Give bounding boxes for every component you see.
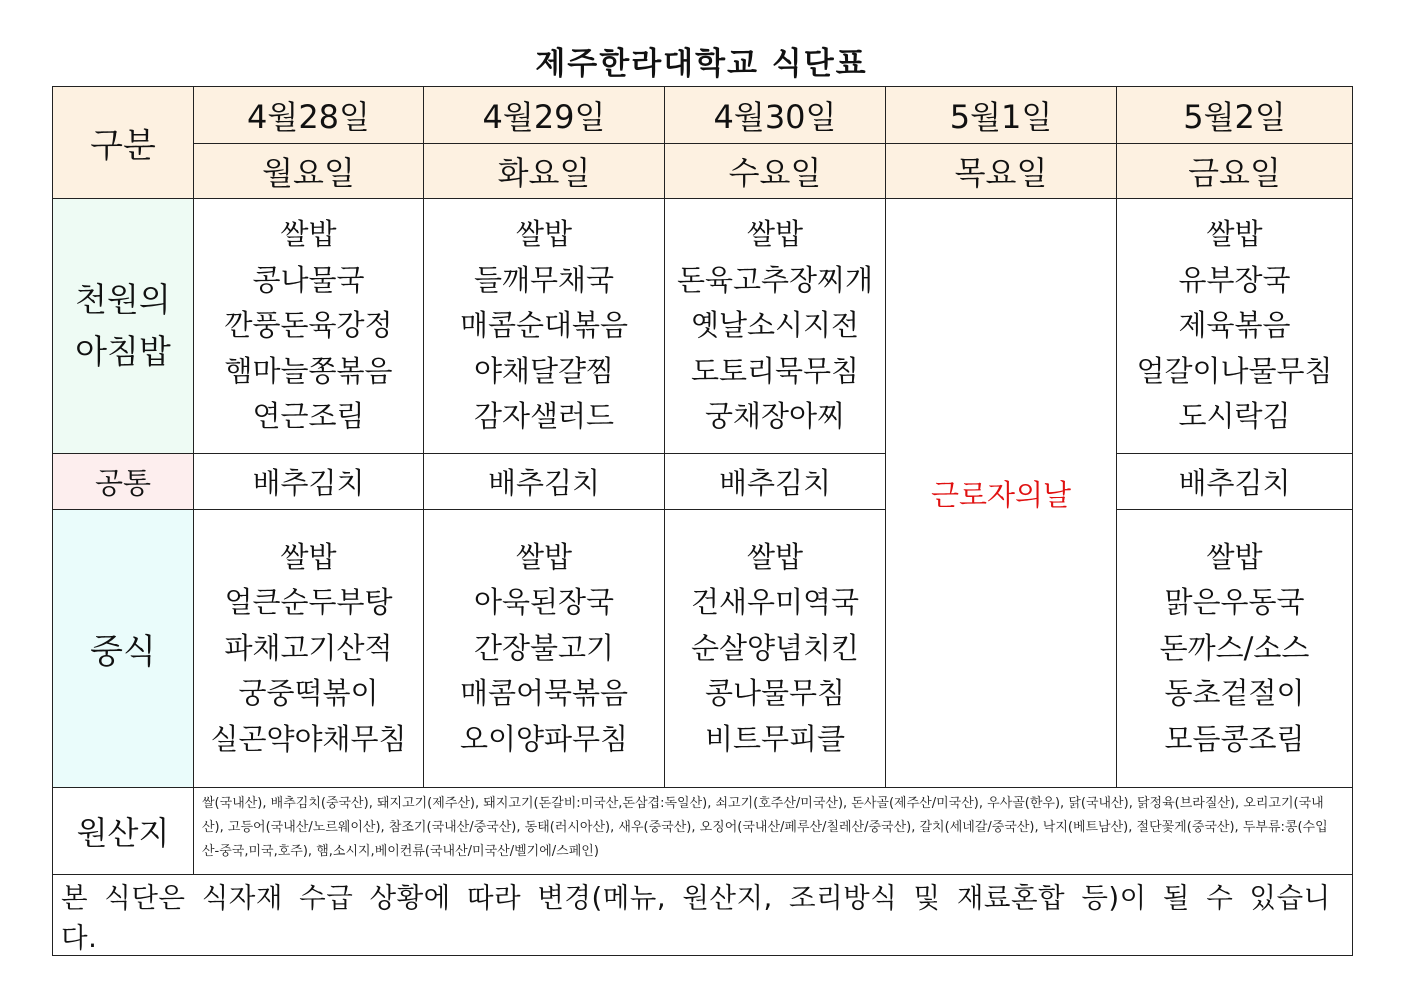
- breakfast-label: [53, 199, 194, 454]
- menu-item: 도토리묵무침: [690, 353, 860, 388]
- lunch-menu-fri: [1117, 510, 1353, 788]
- menu-item: 쌀밥: [280, 539, 337, 574]
- menu-item: 매콤어묵볶음: [459, 676, 629, 711]
- weekday-wed: 수요일: [665, 144, 886, 199]
- common-item-tue: 배추김치: [424, 454, 665, 510]
- header-date-row: [53, 87, 1353, 144]
- breakfast-menu-wed: [665, 199, 886, 454]
- menu-item: 야채달걀찜: [473, 353, 615, 388]
- common-item-wed: 배추김치: [665, 454, 886, 510]
- menu-item: 연근조림: [252, 399, 365, 434]
- menu-item: 실곤약야채무침: [210, 721, 407, 756]
- menu-item: 맑은우동국: [1164, 585, 1305, 620]
- common-row: [53, 454, 1353, 510]
- menu-item: 돈육고추장찌개: [676, 262, 874, 297]
- notice-text: 본 식단은 식자재 수급 상황에 따라 변경(메뉴, 원산지, 조리방식 및 재료혼합 등)이 될 수 있습니다.: [53, 875, 1353, 956]
- breakfast-label-line2: 아침밥: [75, 332, 171, 371]
- origin-label: 원산지: [53, 788, 194, 875]
- menu-item: 제육볶음: [1178, 308, 1291, 343]
- menu-item: 건새우미역국: [690, 585, 860, 620]
- breakfast-menu-tue: [424, 199, 665, 454]
- menu-item: 간장불고기: [473, 630, 615, 665]
- date-fri: 5월2일: [1117, 87, 1353, 144]
- menu-item: 쌀밥: [746, 539, 804, 574]
- header-weekday-row: [53, 144, 1353, 199]
- gubun-header: 구분: [53, 87, 194, 199]
- lunch-label: 중식: [53, 510, 194, 788]
- menu-item: 쌀밥: [746, 217, 804, 252]
- menu-item: 얼큰순두부탕: [224, 585, 393, 620]
- common-item-fri: 배추김치: [1117, 454, 1353, 510]
- menu-item: 옛날소시지전: [690, 308, 860, 343]
- weekday-tue: 화요일: [424, 144, 665, 199]
- origin-row: [53, 788, 1353, 875]
- weekday-thu: 목요일: [886, 144, 1117, 199]
- date-thu: 5월1일: [886, 87, 1117, 144]
- menu-item: 쌀밥: [515, 217, 573, 252]
- menu-item: 쌀밥: [1206, 539, 1263, 574]
- common-item-mon: 배추김치: [194, 454, 424, 510]
- lunch-menu-tue: [424, 510, 665, 788]
- holiday-cell: 근로자의날: [886, 199, 1117, 788]
- breakfast-menu-fri: [1117, 199, 1353, 454]
- common-label: 공통: [53, 454, 194, 510]
- menu-item: 감자샐러드: [473, 399, 615, 434]
- date-tue: 4월29일: [424, 87, 665, 144]
- menu-item: 쌀밥: [515, 539, 573, 574]
- date-mon: 4월28일: [194, 87, 424, 144]
- menu-item: 얼갈이나물무침: [1136, 353, 1333, 388]
- meal-table: [52, 86, 1353, 956]
- menu-item: 매콤순대볶음: [459, 308, 629, 343]
- page-title: 제주한라대학교 식단표: [535, 46, 868, 82]
- menu-item: 순살양념치킨: [690, 630, 860, 665]
- origin-text: 쌀(국내산), 배추김치(중국산), 돼지고기(제주산), 돼지고기(돈갈비:미국산,돈삼겹:독일산), 쇠고기(호주산/미국산), 돈사골(제주산/미국산), 우사골(한우), 닭(국내산), 닭정육(브라질산), 오리고기(국내산), 고등어(국내산/노르웨이산), 참조기(국내산/중국산), 동태(러시아산), 새우(중국산), 오징어(국내산/페루산/칠레산/중국산), 갈치(세네갈/중국산), 낙지(베트남산), 절단꽃게(중국산), 두부류:콩(수입산-중국,미국,호주), 햄,소시지,베이컨류(국내산/미국산/벨기에/스페인): [194, 788, 1353, 875]
- menu-item: 유부장국: [1178, 262, 1291, 297]
- menu-item: 도시락김: [1178, 399, 1291, 434]
- menu-item: 궁중떡볶이: [238, 676, 379, 711]
- menu-item: 모듬콩조림: [1164, 721, 1305, 756]
- menu-item: 오이양파무침: [459, 721, 629, 756]
- lunch-row: [53, 510, 1353, 788]
- menu-item: 동초겉절이: [1164, 676, 1305, 711]
- menu-item: 햄마늘쫑볶음: [224, 353, 393, 388]
- menu-item: 돈까스/소스: [1159, 630, 1310, 665]
- menu-item: 파채고기산적: [224, 630, 393, 665]
- breakfast-label-line1: 천원의: [75, 280, 171, 319]
- menu-item: 쌀밥: [280, 217, 337, 252]
- weekday-fri: 금요일: [1117, 144, 1353, 199]
- menu-item: 아욱된장국: [473, 585, 615, 620]
- menu-item: 쌀밥: [1206, 217, 1263, 252]
- menu-item: 콩나물국: [252, 262, 365, 297]
- date-wed: 4월30일: [665, 87, 886, 144]
- lunch-menu-mon: [194, 510, 424, 788]
- lunch-menu-wed: [665, 510, 886, 788]
- breakfast-row: [53, 199, 1353, 454]
- menu-item: 비트무피클: [704, 721, 846, 756]
- notice-row: [53, 875, 1353, 956]
- menu-item: 궁채장아찌: [704, 399, 846, 434]
- menu-item: 콩나물무침: [704, 676, 846, 711]
- menu-item: 들깨무채국: [473, 262, 615, 297]
- weekday-mon: 월요일: [194, 144, 424, 199]
- menu-item: 깐풍돈육강정: [224, 308, 393, 343]
- breakfast-menu-mon: [194, 199, 424, 454]
